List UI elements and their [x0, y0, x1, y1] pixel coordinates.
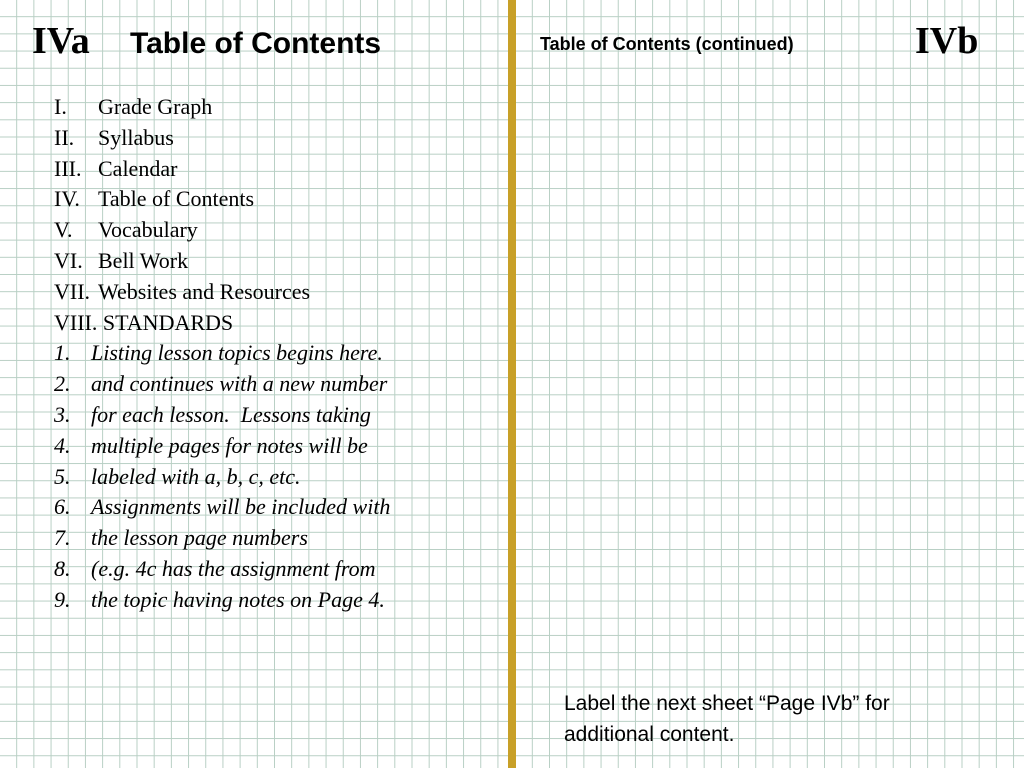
- list-item: 3. for each lesson. Lessons taking: [54, 401, 371, 427]
- instruction-note: Label the next sheet “Page IVb” for additional content.: [564, 692, 890, 746]
- list-item: II. Syllabus: [54, 124, 174, 150]
- list-item: 9. the topic having notes on Page 4.: [54, 586, 385, 612]
- list-item: III. Calendar: [54, 155, 178, 181]
- list-item: VIII. STANDARDS: [54, 309, 234, 335]
- list-item: 6. Assignments will be included with: [54, 494, 391, 520]
- contents-list: [54, 92, 494, 616]
- list-item: 1. Listing lesson topics begins here.: [54, 340, 383, 366]
- binder-divider: [508, 0, 516, 768]
- list-item: 4. multiple pages for notes will be: [54, 432, 368, 458]
- list-item: VII. Websites and Resources: [54, 278, 311, 304]
- page-title: Table of Contents: [130, 27, 382, 60]
- list-item: 2. and continues with a new number: [54, 371, 388, 397]
- list-item: 8. (e.g. 4c has the assignment from: [54, 555, 376, 581]
- list-item: VI. Bell Work: [54, 247, 189, 273]
- list-item: 5. labeled with a, b, c, etc.: [54, 463, 301, 489]
- list-item: V. Vocabulary: [54, 217, 198, 243]
- list-item: I. Grade Graph: [54, 94, 213, 119]
- page-label-left: IVa: [32, 20, 90, 62]
- list-item: IV. Table of Contents: [54, 186, 255, 212]
- list-item: 7. the lesson page numbers: [54, 525, 308, 551]
- page-label-right: IVb: [915, 20, 979, 62]
- continued-title: Table of Contents (continued): [540, 34, 794, 54]
